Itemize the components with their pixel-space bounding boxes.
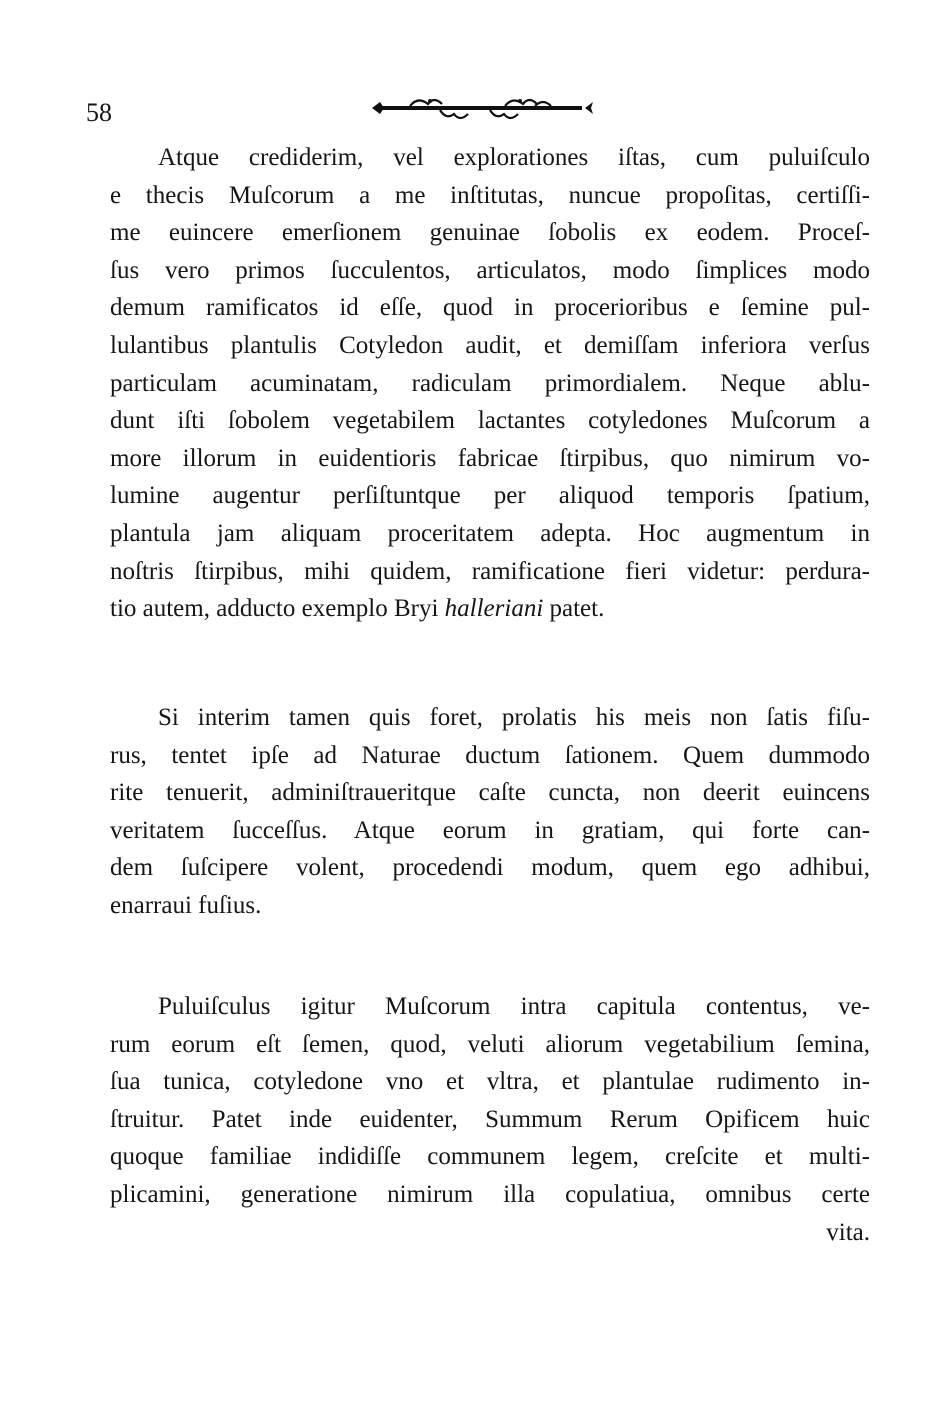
text-line: me euincere emerſionem genuinae ſobolis ex eodem. Proceſ-	[110, 219, 870, 247]
text-line: particulam acuminatam, radiculam primordialem. Neque ablu-	[110, 369, 870, 397]
text-span: patet.	[549, 595, 605, 623]
text-line	[110, 590, 870, 628]
text-line: lumine augentur perſiſtuntque per aliquod temporis ſpatium,	[110, 482, 870, 510]
text-line: plicamini, generatione nimirum illa copulatiua, omnibus certe	[110, 1180, 870, 1208]
paragraph-1	[110, 139, 870, 628]
text-line: veritatem ſucceſſus. Atque eorum in gratiam, qui forte can-	[110, 816, 870, 844]
text-line: Atque crediderim, vel explorationes iſtas, cum puluiſculo	[158, 144, 870, 171]
text-line: dunt iſti ſobolem vegetabilem lactantes cotyledones Muſcorum a	[110, 407, 870, 435]
text-line: rum eorum eſt ſemen, quod, veluti aliorum vegetabilium ſemina,	[110, 1030, 870, 1058]
text-line: ſtruitur. Patet inde euidenter, Summum Rerum Opificem huic	[110, 1105, 870, 1133]
page-number: 58	[86, 98, 112, 127]
text-line: Si interim tamen quis foret, prolatis his meis non ſatis fiſu-	[158, 704, 870, 731]
text-line: more illorum in euidentioris fabricae ſtirpibus, quo nimirum vo-	[110, 444, 870, 472]
paragraph-3	[110, 988, 870, 1251]
ornament-headpiece-icon	[370, 96, 595, 126]
catchword: vita.	[826, 1218, 870, 1246]
text-line: ſua tunica, cotyledone vno et vltra, et plantulae rudimento in-	[110, 1068, 870, 1096]
text-line: lulantibus plantulis Cotyledon audit, et demiſſam inferiora verſus	[110, 331, 870, 359]
text-line: dem ſuſcipere volent, procedendi modum, quem ego adhibui,	[110, 854, 870, 882]
text-line: ſus vero primos ſucculentos, articulatos, modo ſimplices modo	[110, 256, 870, 284]
text-line: plantula jam aliquam proceritatem adepta. Hoc augmentum in	[110, 519, 870, 547]
text-line: rus, tentet ipſe ad Naturae ductum ſationem. Quem dummodo	[110, 741, 870, 769]
text-line: enarraui fuſius.	[110, 891, 262, 919]
paragraph-2	[110, 699, 870, 925]
text-span: tio autem, adducto exemplo Bryi	[110, 595, 439, 623]
italic-species-name: halleriani	[444, 595, 544, 623]
text-line: Puluiſculus igitur Muſcorum intra capitula contentus, ve-	[158, 993, 870, 1020]
text-line: demum ramificatos id eſſe, quod in procerioribus e ſemine pul-	[110, 294, 870, 322]
text-line: e thecis Muſcorum a me inſtitutas, nuncue propoſitas, certiſſi-	[110, 181, 870, 209]
text-line: noſtris ſtirpibus, mihi quidem, ramificatione fieri videtur: perdura-	[110, 557, 870, 585]
text-line: rite tenuerit, adminiſtraueritque caſte cuncta, non deerit euincens	[110, 779, 870, 807]
text-line: quoque familiae indidiſſe communem legem, creſcite et multi-	[110, 1143, 870, 1171]
